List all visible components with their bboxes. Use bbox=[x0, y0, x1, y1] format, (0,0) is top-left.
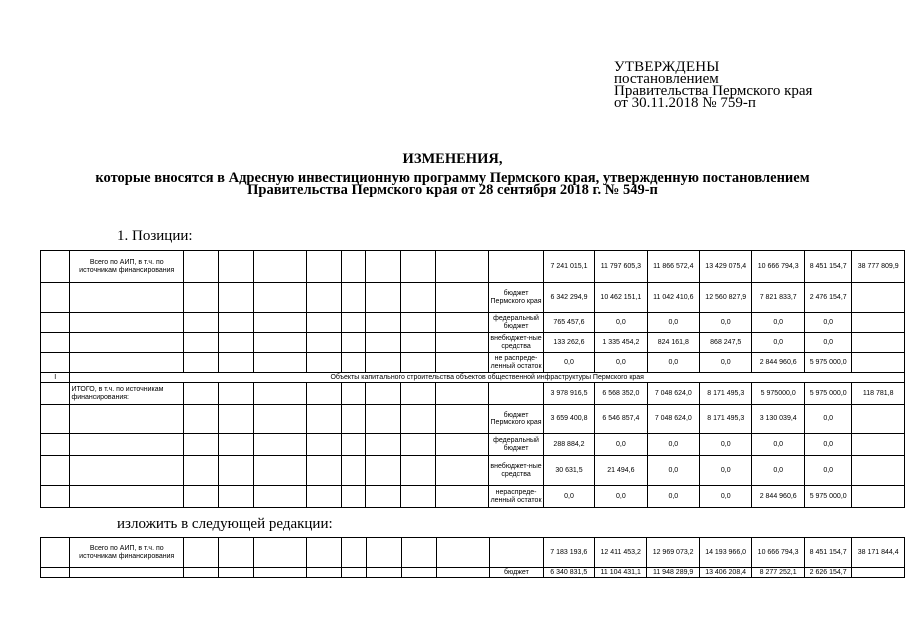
table-cell: 0,0 bbox=[700, 434, 752, 456]
table-cell: 0,0 bbox=[595, 353, 647, 373]
table-row bbox=[41, 313, 905, 333]
document-subtitle: которые вносятся в Адресную инвестиционную программу Пермского края, утвержденную постановлением bbox=[95, 170, 810, 186]
table-cell: 0,0 bbox=[752, 434, 804, 456]
source-label: внебюджет-ные средства bbox=[489, 456, 544, 486]
approval-heading: УТВЕРЖДЕНЫ bbox=[614, 59, 720, 75]
table-cell: 765 457,6 bbox=[543, 313, 594, 333]
table-cell: 1 335 454,2 bbox=[595, 333, 647, 353]
table-cell: 0,0 bbox=[700, 313, 752, 333]
row-label: Всего по АИП, в т.ч. по источникам финансирования bbox=[70, 538, 184, 568]
table-cell: 0,0 bbox=[700, 353, 752, 373]
table-cell: 2 476 154,7 bbox=[804, 283, 852, 313]
source-label: бюджет bbox=[490, 568, 543, 578]
table-cell: 11 948 289,9 bbox=[647, 568, 699, 578]
table-cell: 0,0 bbox=[595, 313, 647, 333]
table-cell bbox=[852, 333, 905, 353]
table-cell: 7 048 624,0 bbox=[647, 383, 699, 405]
table-cell: 2 844 960,6 bbox=[752, 486, 804, 508]
table-cell: 10 462 151,1 bbox=[595, 283, 647, 313]
table-cell: 11 042 410,6 bbox=[647, 283, 699, 313]
table-cell: 8 451 154,7 bbox=[804, 538, 852, 568]
table-cell: 30 631,5 bbox=[543, 456, 594, 486]
table-cell: 0,0 bbox=[647, 353, 699, 373]
approval-line: постановлением bbox=[614, 71, 719, 87]
table-cell: 0,0 bbox=[752, 456, 804, 486]
table-cell: 13 406 208,4 bbox=[699, 568, 751, 578]
source-label: бюджет Пермского края bbox=[489, 405, 544, 434]
table-cell: 7 183 193,6 bbox=[543, 538, 594, 568]
table-cell: 868 247,5 bbox=[700, 333, 752, 353]
table-cell: 14 193 966,0 bbox=[699, 538, 751, 568]
table-cell: 0,0 bbox=[804, 434, 852, 456]
table-row bbox=[41, 434, 905, 456]
table-cell: 38 777 809,9 bbox=[852, 251, 905, 283]
table-cell: 0,0 bbox=[543, 353, 594, 373]
source-label: федеральный бюджет bbox=[489, 434, 544, 456]
table-cell: 11 866 572,4 bbox=[647, 251, 699, 283]
table-row bbox=[41, 456, 905, 486]
table-cell: 12 969 073,2 bbox=[647, 538, 699, 568]
table-cell: 5 975 000,0 bbox=[804, 486, 852, 508]
source-label: внебюджет-ные средства bbox=[489, 333, 544, 353]
table-cell: 5 975000,0 bbox=[752, 383, 804, 405]
table-cell bbox=[852, 353, 905, 373]
table-cell: 7 821 833,7 bbox=[752, 283, 804, 313]
approval-line: Правительства Пермского края bbox=[614, 83, 813, 99]
source-label: не распреде-ленный остаток bbox=[489, 353, 544, 373]
table-cell: 133 262,6 bbox=[543, 333, 594, 353]
table-cell: 10 666 794,3 bbox=[752, 538, 804, 568]
table-cell: 0,0 bbox=[595, 434, 647, 456]
table-cell: 8 451 154,7 bbox=[804, 251, 852, 283]
table-cell: 0,0 bbox=[804, 333, 852, 353]
document-subtitle: Правительства Пермского края от 28 сентября 2018 г. № 549-п bbox=[247, 182, 658, 198]
table-cell bbox=[852, 568, 905, 578]
table-cell: 6 568 352,0 bbox=[595, 383, 647, 405]
table-cell: 118 781,8 bbox=[852, 383, 905, 405]
row-label: ИТОГО, в т.ч. по источникам финансирования: bbox=[70, 383, 184, 405]
table-cell: 0,0 bbox=[647, 434, 699, 456]
table-cell: 13 429 075,4 bbox=[700, 251, 752, 283]
table-cell: 0,0 bbox=[700, 486, 752, 508]
table-cell: 0,0 bbox=[752, 333, 804, 353]
table-cell bbox=[852, 456, 905, 486]
table-cell: 6 340 831,5 bbox=[543, 568, 594, 578]
source-label bbox=[490, 538, 543, 568]
table-cell: 10 666 794,3 bbox=[752, 251, 804, 283]
table-row bbox=[41, 405, 905, 434]
table-cell: 3 659 400,8 bbox=[543, 405, 594, 434]
table-cell: 5 975 000,0 bbox=[804, 353, 852, 373]
table-cell: 11 797 605,3 bbox=[595, 251, 647, 283]
table-cell: 6 342 294,9 bbox=[543, 283, 594, 313]
table-cell bbox=[852, 434, 905, 456]
table-cell: 8 277 252,1 bbox=[752, 568, 804, 578]
table-cell: 0,0 bbox=[804, 456, 852, 486]
table-cell: 288 884,2 bbox=[543, 434, 594, 456]
table-row bbox=[41, 568, 905, 578]
table-row bbox=[41, 283, 905, 313]
source-label: федеральный бюджет bbox=[489, 313, 544, 333]
table-cell: 0,0 bbox=[595, 486, 647, 508]
table-cell: 0,0 bbox=[647, 456, 699, 486]
table-cell bbox=[852, 283, 905, 313]
section-title: Объекты капитального строительства объектов общественной инфраструктуры Пермского края bbox=[70, 373, 905, 383]
section-heading: 1. Позиции: bbox=[117, 228, 193, 244]
table-cell bbox=[852, 486, 905, 508]
table-cell: 8 171 495,3 bbox=[700, 405, 752, 434]
section-index: I bbox=[41, 373, 70, 383]
table-cell: 3 130 039,4 bbox=[752, 405, 804, 434]
document-title: ИЗМЕНЕНИЯ, bbox=[402, 151, 503, 167]
source-label: нераспреде-ленный остаток bbox=[489, 486, 544, 508]
table-cell: 0,0 bbox=[647, 313, 699, 333]
table-row bbox=[41, 538, 905, 568]
table-cell: 0,0 bbox=[752, 313, 804, 333]
table-cell: 12 411 453,2 bbox=[594, 538, 646, 568]
table-cell: 2 626 154,7 bbox=[804, 568, 852, 578]
table-row bbox=[41, 353, 905, 373]
table-cell: 21 494,6 bbox=[595, 456, 647, 486]
table-cell bbox=[852, 405, 905, 434]
source-label bbox=[489, 251, 544, 283]
section-heading: изложить в следующей редакции: bbox=[117, 516, 333, 532]
positions-table bbox=[40, 250, 905, 508]
table-cell: 5 975 000,0 bbox=[804, 383, 852, 405]
table-cell: 0,0 bbox=[804, 405, 852, 434]
table-row bbox=[41, 373, 905, 383]
table-cell: 38 171 844,4 bbox=[852, 538, 905, 568]
table-cell: 2 844 960,6 bbox=[752, 353, 804, 373]
table-cell: 824 161,8 bbox=[647, 333, 699, 353]
table-row bbox=[41, 333, 905, 353]
new-edition-table bbox=[40, 537, 905, 578]
source-label bbox=[489, 383, 544, 405]
row-label: Всего по АИП, в т.ч. по источникам финансирования bbox=[70, 251, 184, 283]
approval-line: от 30.11.2018 № 759-п bbox=[614, 95, 756, 111]
table-cell: 8 171 495,3 bbox=[700, 383, 752, 405]
table-cell: 0,0 bbox=[804, 313, 852, 333]
table-cell: 3 978 916,5 bbox=[543, 383, 594, 405]
table-cell bbox=[852, 313, 905, 333]
table-cell: 0,0 bbox=[700, 456, 752, 486]
table-cell: 7 241 015,1 bbox=[543, 251, 594, 283]
table-cell: 11 104 431,1 bbox=[594, 568, 646, 578]
table-cell: 0,0 bbox=[543, 486, 594, 508]
table-row bbox=[41, 383, 905, 405]
table-row bbox=[41, 486, 905, 508]
table-row bbox=[41, 251, 905, 283]
table-cell: 12 560 827,9 bbox=[700, 283, 752, 313]
table-cell: 6 546 857,4 bbox=[595, 405, 647, 434]
source-label: бюджет Пермского края bbox=[489, 283, 544, 313]
approval-stamp bbox=[614, 61, 812, 109]
table-cell: 0,0 bbox=[647, 486, 699, 508]
table-cell: 7 048 624,0 bbox=[647, 405, 699, 434]
